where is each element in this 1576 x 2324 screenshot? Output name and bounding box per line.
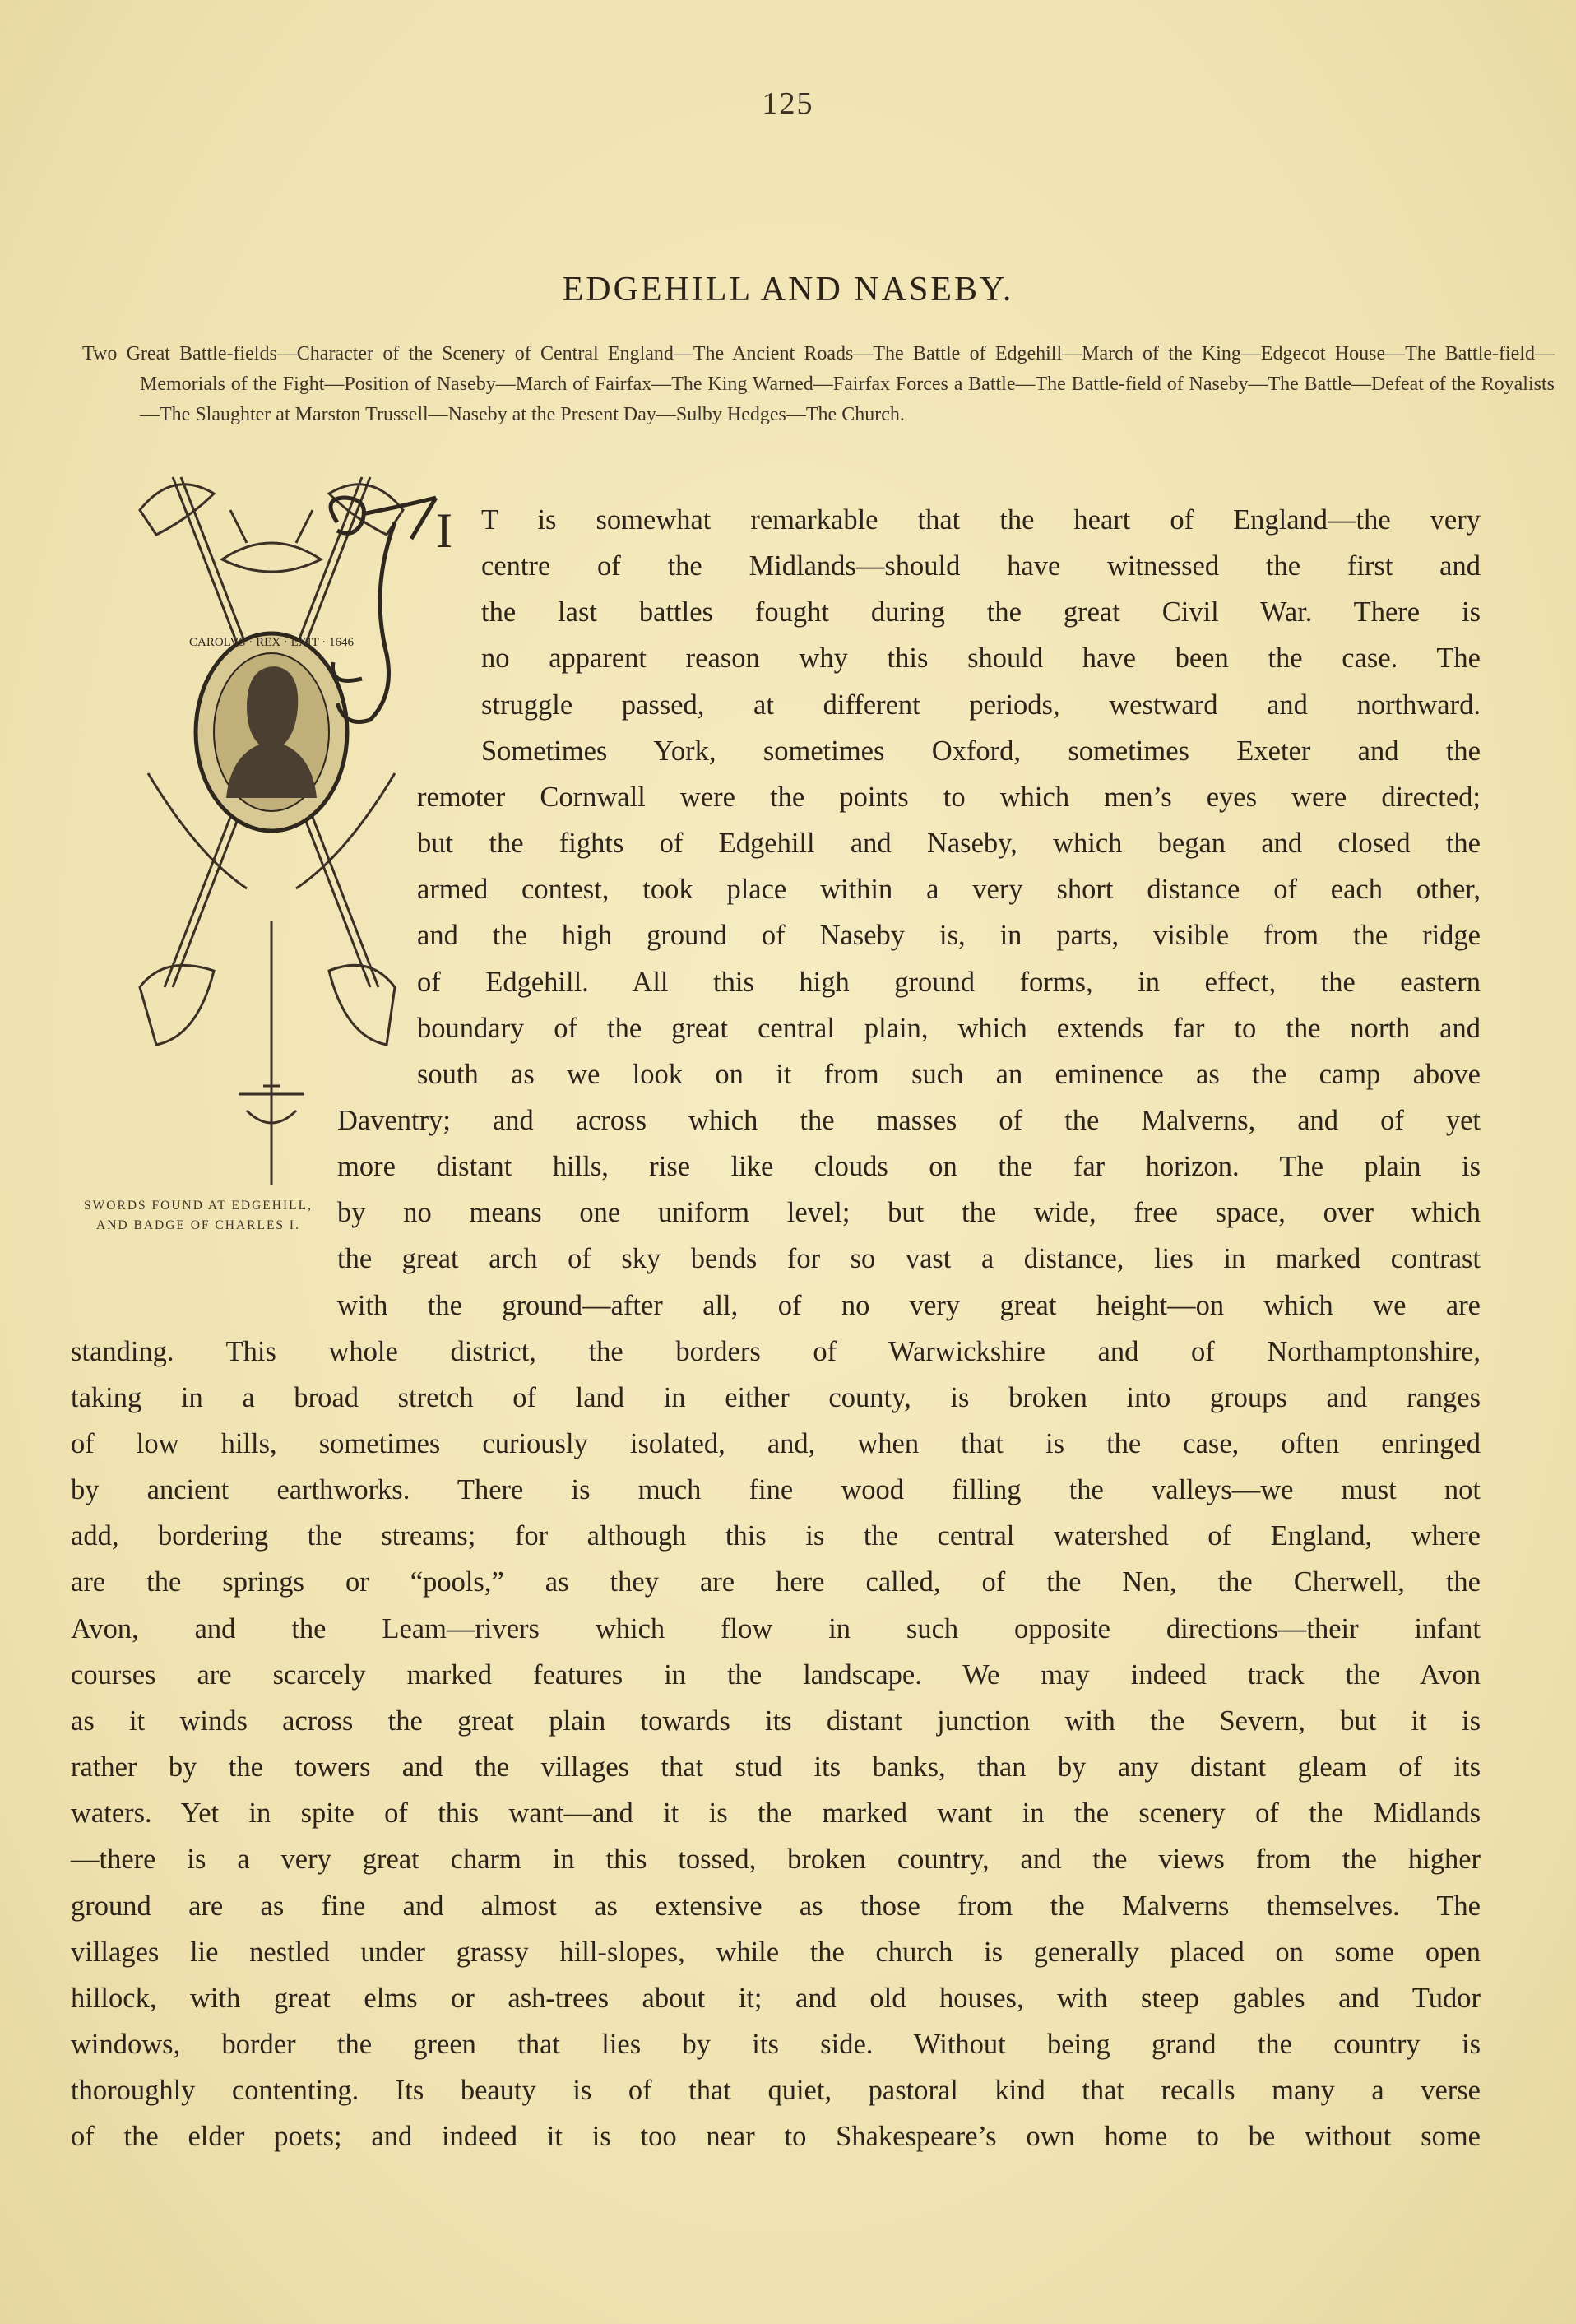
body-line: Daventry; and across which the masses of the Malverns, and of yet — [337, 1104, 1481, 1136]
body-line: add, bordering the streams; for although this is the central watershed of England, where — [71, 1520, 1481, 1552]
body-line: —there is a very great charm in this tossed, broken country, and the views from the higher — [71, 1844, 1481, 1876]
body-line: T is somewhat remarkable that the heart of England—the very — [481, 504, 1481, 536]
body-line: the last battles fought during the great Civil War. There is — [481, 596, 1481, 629]
body-line: of the elder poets; and indeed it is too near to Shakespeare’s own home to be without some — [71, 2121, 1481, 2153]
body-line: Avon, and the Leam—rivers which flow in such opposite directions—their infant — [71, 1612, 1481, 1644]
body-line: more distant hills, rise like clouds on the far horizon. The plain is — [337, 1151, 1481, 1183]
body-line: windows, border the green that lies by its side. Without being grand the country is — [71, 2028, 1481, 2060]
chapter-title: EDGEHILL AND NASEBY. — [562, 271, 1014, 308]
body-line: by ancient earthworks. There is much fine wood filling the valleys—we must not — [71, 1474, 1481, 1506]
body-line: with the ground—after all, of no very great height—on which we are — [337, 1289, 1481, 1321]
body-line: armed contest, took place within a very short distance of each other, — [417, 874, 1481, 906]
body-line: villages lie nestled under grassy hill-slopes, while the church is generally placed on some open — [71, 1936, 1481, 1968]
body-line: south as we look on it from such an eminence as the camp above — [417, 1058, 1481, 1090]
body-line: boundary of the great central plain, which extends far to the north and — [417, 1012, 1481, 1044]
chapter-summary: Two Great Battle-fields—Character of the Scenery of Central England—The Ancient Roads—The Battle of Edgehill—March of the King—Edgecot House—The Battle-field—Memorials of the Fight—Position of Naseby—March of Fairfax—The King Warned—Fairfax Forces a Battle—The Battle-field of Naseby—The Battle—Defeat of the Royalists—The Slaughter at Marston Trussell—Naseby at the Present Day—Sulby Hedges—The Church. — [82, 343, 1555, 425]
body-line: by no means one uniform level; but the wide, free space, over which — [337, 1197, 1481, 1229]
body-line: thoroughly contenting. Its beauty is of that quiet, pastoral kind that recalls many a verse — [71, 2075, 1481, 2107]
body-line: ground are as fine and almost as extensive as those from the Malverns themselves. The — [71, 1890, 1481, 1922]
body-line: of Edgehill. All this high ground forms, in effect, the eastern — [417, 966, 1481, 998]
body-line: rather by the towers and the villages that stud its banks, than by any distant gleam of its — [71, 1751, 1481, 1784]
body-line: the great arch of sky bends for so vast a distance, lies in marked contrast — [337, 1243, 1481, 1275]
body-line: no apparent reason why this should have been the case. The — [481, 642, 1481, 675]
body-line: waters. Yet in spite of this want—and it is the marked want in the scenery of the Midlands — [71, 1798, 1481, 1830]
body-line: and the high ground of Naseby is, in parts, visible from the ridge — [417, 920, 1481, 952]
body-line: hillock, with great elms or ash-trees about it; and old houses, with steep gables and Tudor — [71, 1982, 1481, 2014]
illustration-caption: SWORDS FOUND AT EDGEHILL, AND BADGE OF CHARLES I. — [84, 1199, 313, 1232]
badge-inscription: CAROLVS · REX · EXIT · 1646 — [188, 636, 355, 649]
body-line: but the fights of Edgehill and Naseby, which began and closed the — [417, 828, 1481, 860]
body-line: courses are scarcely marked features in the landscape. We may indeed track the Avon — [71, 1658, 1481, 1691]
body-line: standing. This whole district, the borders of Warwickshire and of Northamptonshire, — [71, 1335, 1481, 1367]
body-line: taking in a broad stretch of land in either county, is broken into groups and ranges — [71, 1381, 1481, 1413]
body-line: of low hills, sometimes curiously isolated, and, when that is the case, often enringed — [71, 1428, 1481, 1459]
body-line: as it winds across the great plain towards its distant junction with the Severn, but it is — [71, 1705, 1481, 1737]
body-line: Sometimes York, sometimes Oxford, sometimes Exeter and the — [481, 735, 1481, 767]
drop-cap-ornament — [313, 489, 461, 736]
drop-cap-letter: I — [436, 503, 452, 558]
body-line: remoter Cornwall were the points to which men’s eyes were directed; — [417, 781, 1481, 813]
body-line: are the springs or “pools,” as they are here called, of the Nen, the Cherwell, the — [71, 1566, 1481, 1598]
body-line: centre of the Midlands—should have witnessed the first and — [481, 550, 1481, 582]
body-line: struggle passed, at different periods, westward and northward. — [481, 689, 1481, 721]
page-number: 125 — [762, 86, 814, 121]
